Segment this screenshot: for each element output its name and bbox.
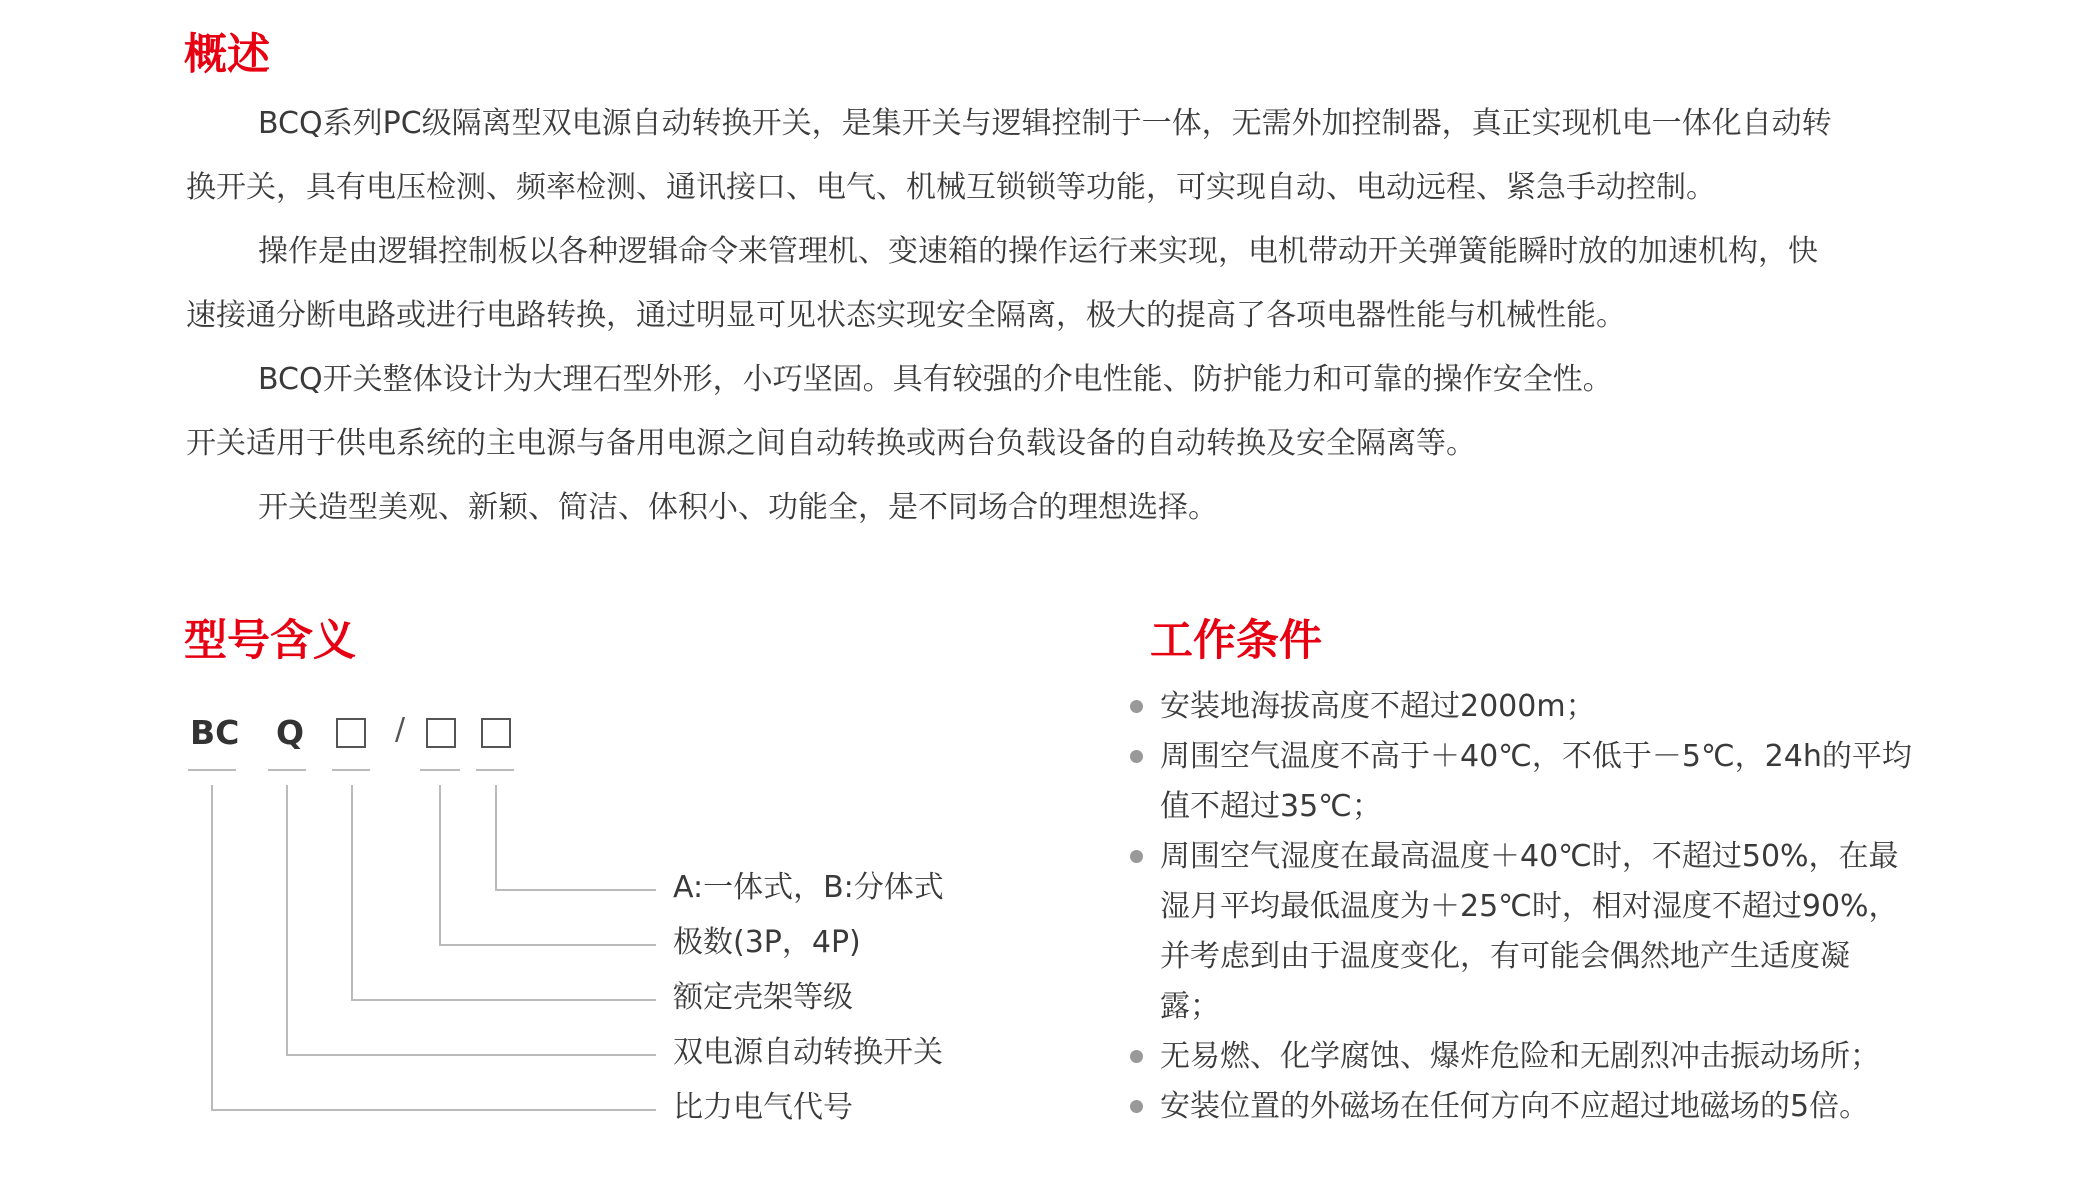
condition-item: 周围空气温度不高于＋40℃，不低于－5℃，24h的平均 值不超过35℃； bbox=[1130, 732, 1950, 832]
overview-line: 操作是由逻辑控制板以各种逻辑命令来管理机、变速箱的操作运行来实现，电机带动开关弹簧能瞬时放的加速机构，快 bbox=[258, 234, 1818, 269]
meaning-brand-code: 比力电气代号 bbox=[673, 1090, 853, 1125]
meaning-frame-rating: 额定壳架等级 bbox=[673, 980, 853, 1015]
overview-line: BCQ系列PC级隔离型双电源自动转换开关，是集开关与逻辑控制于一体，无需外加控制器，真正实现机电一体化自动转 bbox=[258, 106, 1832, 141]
overview-line: 开关造型美观、新颖、简洁、体积小、功能全，是不同场合的理想选择。 bbox=[258, 490, 1218, 525]
overview-line: 开关适用于供电系统的主电源与备用电源之间自动转换或两台负载设备的自动转换及安全隔离等。 bbox=[186, 426, 1476, 461]
model-code-q: Q bbox=[276, 713, 305, 752]
overview-line: 速接通分断电路或进行电路转换，通过明显可见状态实现安全隔离，极大的提高了各项电器性能与机械性能。 bbox=[186, 298, 1626, 333]
conditions-title: 工作条件 bbox=[1150, 616, 1322, 666]
overview-line: 换开关，具有电压检测、频率检测、通讯接口、电气、机械互锁锁等功能，可实现自动、电动远程、紧急手动控制。 bbox=[186, 170, 1716, 205]
model-code-bc: BC bbox=[190, 713, 240, 752]
condition-item: 无易燃、化学腐蚀、爆炸危险和无剧烈冲击振动场所； bbox=[1130, 1032, 1950, 1082]
bullet-icon bbox=[1130, 1050, 1143, 1063]
model-code-slash: / bbox=[395, 712, 406, 747]
meaning-poles: 极数(3P，4P) bbox=[673, 925, 861, 960]
leader-line-4 bbox=[287, 785, 656, 1055]
leader-line-5 bbox=[212, 785, 656, 1110]
bullet-icon bbox=[1130, 750, 1143, 763]
overview-line: BCQ开关整体设计为大理石型外形，小巧坚固。具有较强的介电性能、防护能力和可靠的操作安全性。 bbox=[258, 362, 1613, 397]
meaning-type: A:一体式，B:分体式 bbox=[673, 870, 944, 905]
leader-line-1 bbox=[496, 785, 656, 890]
condition-item: 安装位置的外磁场在任何方向不应超过地磁场的5倍。 bbox=[1130, 1082, 1950, 1132]
bullet-icon bbox=[1130, 1100, 1143, 1113]
condition-item: 周围空气湿度在最高温度＋40℃时，不超过50%，在最 湿月平均最低温度为＋25℃时，相对湿度不超过90%， 并考虑到由于温度变化，有可能会偶然地产生适度凝 露； bbox=[1130, 832, 1950, 1032]
overview-title: 概述 bbox=[184, 30, 270, 80]
bullet-icon bbox=[1130, 700, 1143, 713]
condition-item: 安装地海拔高度不超过2000m； bbox=[1130, 682, 1950, 732]
leader-line-2 bbox=[440, 785, 656, 945]
meaning-ats: 双电源自动转换开关 bbox=[673, 1035, 943, 1070]
bullet-icon bbox=[1130, 850, 1143, 863]
leader-line-3 bbox=[352, 785, 656, 1000]
model-title: 型号含义 bbox=[184, 616, 356, 666]
conditions-list bbox=[1130, 682, 1950, 1132]
